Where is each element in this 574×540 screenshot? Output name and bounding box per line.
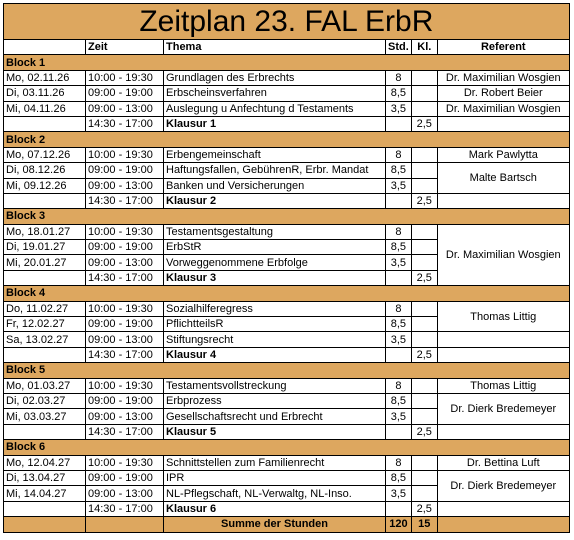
- schedule-row: [4, 393, 570, 408]
- schedule-row: [4, 224, 570, 239]
- lecturer-cell: Dr. Maximilian Wosgien: [437, 224, 569, 286]
- schedule-sheet: [3, 3, 570, 533]
- exam-cell: [411, 332, 437, 347]
- block-title: Block 4: [4, 286, 570, 301]
- topic-cell: Erbprozess: [164, 393, 386, 408]
- schedule-row: [4, 193, 570, 208]
- time-cell: 10:00 - 19:30: [86, 70, 164, 85]
- date-cell: Mi, 03.03.27: [4, 409, 86, 424]
- schedule-row: [4, 455, 570, 470]
- page-title: Zeitplan 23. FAL ErbR: [4, 4, 570, 40]
- date-cell: Sa, 13.02.27: [4, 332, 86, 347]
- time-cell: 09:00 - 19:00: [86, 86, 164, 101]
- hours-cell: [386, 501, 412, 516]
- exam-cell: [411, 301, 437, 316]
- lecturer-cell: Malte Bartsch: [437, 163, 569, 194]
- lecturer-cell: Dr. Dierk Bredemeyer: [437, 393, 569, 424]
- header-hours: Std.: [386, 40, 412, 55]
- time-cell: 09:00 - 13:00: [86, 101, 164, 116]
- header-time: Zeit: [86, 40, 164, 55]
- lecturer-cell: Mark Pawlytta: [437, 147, 569, 162]
- topic-cell: Vorweggenommene Erbfolge: [164, 255, 386, 270]
- exam-cell: 2,5: [411, 270, 437, 285]
- schedule-row: [4, 347, 570, 362]
- summary-label: Summe der Stunden: [164, 517, 386, 532]
- schedule-row: [4, 501, 570, 516]
- summary-row: [4, 517, 570, 532]
- block-title: Block 1: [4, 55, 570, 70]
- time-cell: 10:00 - 19:30: [86, 301, 164, 316]
- hours-cell: 8: [386, 455, 412, 470]
- schedule-row: [4, 378, 570, 393]
- exam-cell: [411, 255, 437, 270]
- topic-cell: IPR: [164, 470, 386, 485]
- lecturer-cell: [437, 347, 569, 362]
- header-lecturer: Referent: [437, 40, 569, 55]
- exam-cell: [411, 163, 437, 178]
- date-cell: Mo, 02.11.26: [4, 70, 86, 85]
- block-header-row: [4, 132, 570, 147]
- time-cell: 14:30 - 17:00: [86, 501, 164, 516]
- exam-cell: 2,5: [411, 501, 437, 516]
- exam-cell: [411, 455, 437, 470]
- topic-cell: Haftungsfallen, GebührenR, Erbr. Mandat: [164, 163, 386, 178]
- summary-spacer: [437, 517, 569, 532]
- block-header-row: [4, 209, 570, 224]
- summary-exam: 15: [411, 517, 437, 532]
- topic-cell: Grundlagen des Erbrechts: [164, 70, 386, 85]
- schedule-row: [4, 147, 570, 162]
- hours-cell: 8: [386, 147, 412, 162]
- lecturer-cell: Dr. Robert Beier: [437, 86, 569, 101]
- topic-cell: Testamentsgestaltung: [164, 224, 386, 239]
- hours-cell: 3,5: [386, 332, 412, 347]
- hours-cell: [386, 116, 412, 131]
- schedule-row: [4, 470, 570, 485]
- schedule-row: [4, 332, 570, 347]
- summary-spacer: [86, 517, 164, 532]
- exam-cell: 2,5: [411, 347, 437, 362]
- exam-cell: [411, 317, 437, 332]
- hours-cell: [386, 424, 412, 439]
- hours-cell: 3,5: [386, 178, 412, 193]
- date-cell: Mi, 20.01.27: [4, 255, 86, 270]
- date-cell: [4, 193, 86, 208]
- time-cell: 09:00 - 13:00: [86, 332, 164, 347]
- header-exam: Kl.: [411, 40, 437, 55]
- date-cell: Di, 03.11.26: [4, 86, 86, 101]
- header-topic: Thema: [164, 40, 386, 55]
- date-cell: Mo, 18.01.27: [4, 224, 86, 239]
- exam-cell: [411, 147, 437, 162]
- date-cell: Mo, 01.03.27: [4, 378, 86, 393]
- topic-cell: Stiftungsrecht: [164, 332, 386, 347]
- hours-cell: 8: [386, 378, 412, 393]
- date-cell: [4, 424, 86, 439]
- time-cell: 09:00 - 19:00: [86, 163, 164, 178]
- schedule-table: [3, 3, 570, 533]
- block-title: Block 6: [4, 440, 570, 455]
- time-cell: 09:00 - 13:00: [86, 486, 164, 501]
- topic-cell: Banken und Versicherungen: [164, 178, 386, 193]
- time-cell: 14:30 - 17:00: [86, 270, 164, 285]
- date-cell: Do, 11.02.27: [4, 301, 86, 316]
- exam-cell: [411, 178, 437, 193]
- date-cell: Mi, 09.12.26: [4, 178, 86, 193]
- schedule-row: [4, 163, 570, 178]
- time-cell: 14:30 - 17:00: [86, 347, 164, 362]
- hours-cell: 8,5: [386, 393, 412, 408]
- block-title: Block 3: [4, 209, 570, 224]
- hours-cell: 8,5: [386, 240, 412, 255]
- exam-cell: 2,5: [411, 116, 437, 131]
- time-cell: 14:30 - 17:00: [86, 424, 164, 439]
- hours-cell: 8: [386, 70, 412, 85]
- exam-cell: [411, 101, 437, 116]
- hours-cell: [386, 270, 412, 285]
- topic-cell: ErbStR: [164, 240, 386, 255]
- time-cell: 09:00 - 13:00: [86, 409, 164, 424]
- exam-cell: [411, 378, 437, 393]
- exam-cell: 2,5: [411, 424, 437, 439]
- header-row: [4, 40, 570, 55]
- hours-cell: 8,5: [386, 317, 412, 332]
- topic-cell: Testamentsvollstreckung: [164, 378, 386, 393]
- date-cell: Di, 13.04.27: [4, 470, 86, 485]
- date-cell: [4, 116, 86, 131]
- schedule-row: [4, 424, 570, 439]
- time-cell: 09:00 - 13:00: [86, 178, 164, 193]
- schedule-row: [4, 116, 570, 131]
- topic-cell: Schnittstellen zum Familienrecht: [164, 455, 386, 470]
- date-cell: Mi, 04.11.26: [4, 101, 86, 116]
- summary-spacer: [4, 517, 86, 532]
- date-cell: Mo, 07.12.26: [4, 147, 86, 162]
- exam-cell: [411, 393, 437, 408]
- block-header-row: [4, 55, 570, 70]
- date-cell: Di, 08.12.26: [4, 163, 86, 178]
- exam-cell: [411, 70, 437, 85]
- time-cell: 09:00 - 19:00: [86, 470, 164, 485]
- topic-cell: Klausur 2: [164, 193, 386, 208]
- lecturer-cell: Thomas Littig: [437, 378, 569, 393]
- date-cell: Di, 02.03.27: [4, 393, 86, 408]
- block-header-row: [4, 363, 570, 378]
- exam-cell: 2,5: [411, 193, 437, 208]
- topic-cell: Erbengemeinschaft: [164, 147, 386, 162]
- time-cell: 14:30 - 17:00: [86, 116, 164, 131]
- schedule-row: [4, 101, 570, 116]
- time-cell: 10:00 - 19:30: [86, 455, 164, 470]
- exam-cell: [411, 224, 437, 239]
- lecturer-cell: Thomas Littig: [437, 301, 569, 332]
- topic-cell: Klausur 4: [164, 347, 386, 362]
- hours-cell: 3,5: [386, 101, 412, 116]
- topic-cell: Erbscheinsverfahren: [164, 86, 386, 101]
- time-cell: 10:00 - 19:30: [86, 147, 164, 162]
- topic-cell: NL-Pflegschaft, NL-Verwaltg, NL-Inso.: [164, 486, 386, 501]
- lecturer-cell: [437, 501, 569, 516]
- time-cell: 09:00 - 19:00: [86, 317, 164, 332]
- lecturer-cell: Dr. Maximilian Wosgien: [437, 70, 569, 85]
- exam-cell: [411, 409, 437, 424]
- hours-cell: 3,5: [386, 255, 412, 270]
- header-date: [4, 40, 86, 55]
- date-cell: [4, 270, 86, 285]
- hours-cell: [386, 347, 412, 362]
- date-cell: Mi, 14.04.27: [4, 486, 86, 501]
- exam-cell: [411, 470, 437, 485]
- block-header-row: [4, 286, 570, 301]
- time-cell: 09:00 - 13:00: [86, 255, 164, 270]
- schedule-row: [4, 301, 570, 316]
- schedule-row: [4, 86, 570, 101]
- hours-cell: 3,5: [386, 486, 412, 501]
- topic-cell: PflichtteilsR: [164, 317, 386, 332]
- time-cell: 14:30 - 17:00: [86, 193, 164, 208]
- summary-hours: 120: [386, 517, 412, 532]
- time-cell: 10:00 - 19:30: [86, 378, 164, 393]
- block-title: Block 5: [4, 363, 570, 378]
- hours-cell: 8,5: [386, 86, 412, 101]
- lecturer-cell: Dr. Maximilian Wosgien: [437, 101, 569, 116]
- topic-cell: Klausur 3: [164, 270, 386, 285]
- topic-cell: Gesellschaftsrecht und Erbrecht: [164, 409, 386, 424]
- hours-cell: 8,5: [386, 470, 412, 485]
- time-cell: 10:00 - 19:30: [86, 224, 164, 239]
- date-cell: [4, 347, 86, 362]
- lecturer-cell: [437, 116, 569, 131]
- schedule-row: [4, 70, 570, 85]
- block-title: Block 2: [4, 132, 570, 147]
- topic-cell: Klausur 5: [164, 424, 386, 439]
- topic-cell: Sozialhilferegress: [164, 301, 386, 316]
- lecturer-cell: [437, 424, 569, 439]
- block-header-row: [4, 440, 570, 455]
- exam-cell: [411, 486, 437, 501]
- topic-cell: Klausur 6: [164, 501, 386, 516]
- time-cell: 09:00 - 19:00: [86, 240, 164, 255]
- lecturer-cell: [437, 193, 569, 208]
- topic-cell: Klausur 1: [164, 116, 386, 131]
- date-cell: Mo, 12.04.27: [4, 455, 86, 470]
- hours-cell: 8: [386, 301, 412, 316]
- hours-cell: [386, 193, 412, 208]
- hours-cell: 8: [386, 224, 412, 239]
- date-cell: [4, 501, 86, 516]
- topic-cell: Auslegung u Anfechtung d Testaments: [164, 101, 386, 116]
- exam-cell: [411, 240, 437, 255]
- date-cell: Di, 19.01.27: [4, 240, 86, 255]
- hours-cell: 8,5: [386, 163, 412, 178]
- date-cell: Fr, 12.02.27: [4, 317, 86, 332]
- time-cell: 09:00 - 19:00: [86, 393, 164, 408]
- hours-cell: 3,5: [386, 409, 412, 424]
- lecturer-cell: [437, 332, 569, 347]
- exam-cell: [411, 86, 437, 101]
- lecturer-cell: Dr. Bettina Luft: [437, 455, 569, 470]
- lecturer-cell: Dr. Dierk Bredemeyer: [437, 470, 569, 501]
